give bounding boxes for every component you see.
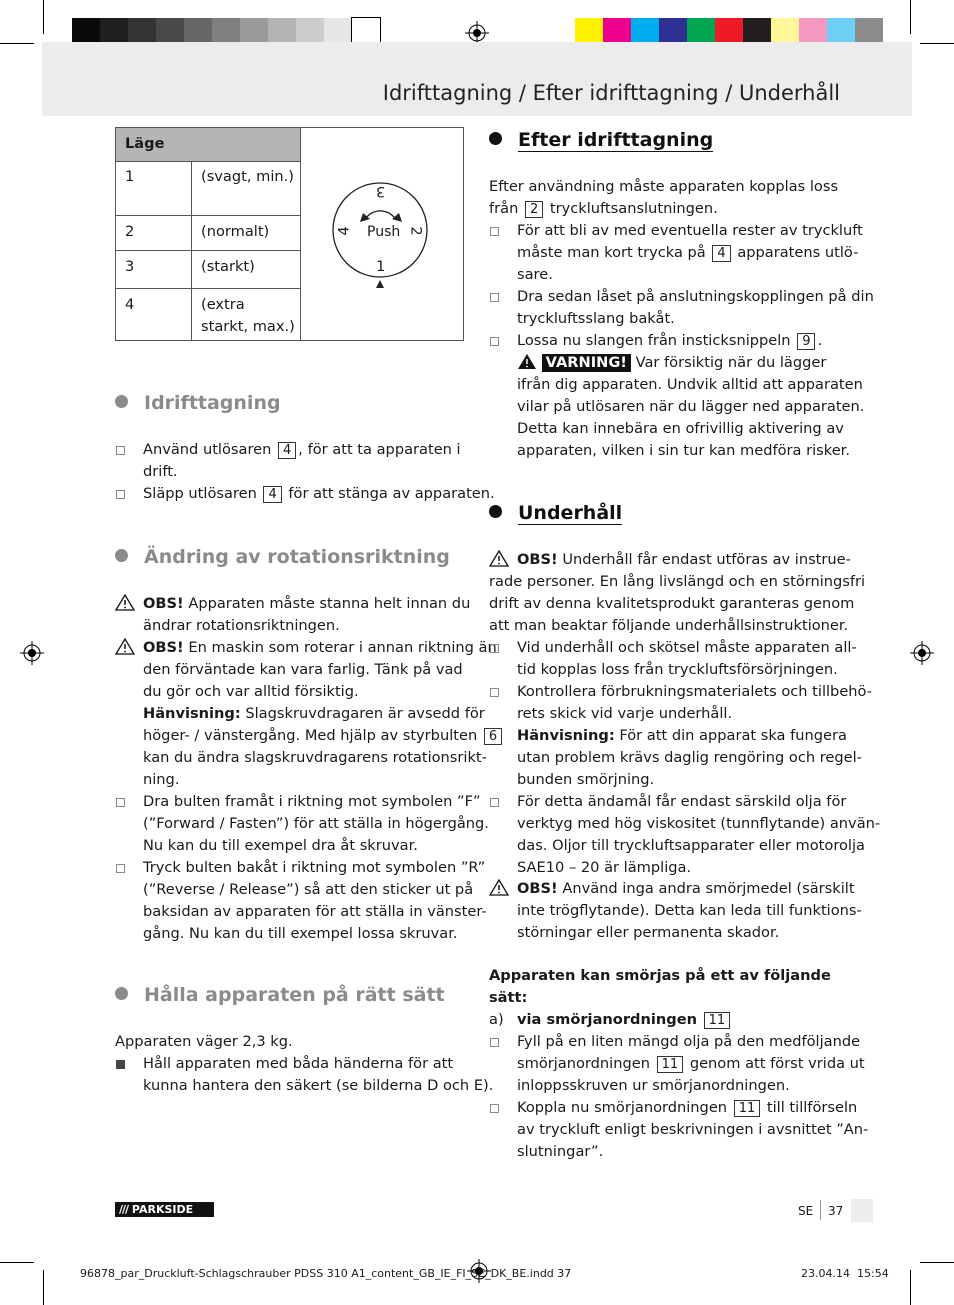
list-item-cont: gång. Nu kan du till exempel lossa skruvar. — [143, 925, 458, 942]
list-item-cont: sare. — [517, 266, 553, 283]
obs-note-cont: du gör och var alltid försiktig. — [143, 683, 359, 700]
list-item-cont: smörjanordningen 11 genom att först vrida ut — [517, 1055, 865, 1072]
table-cell: (svagt, min.) — [201, 168, 294, 185]
page-title: Idrifttagning / Efter idrifttagning / Underhåll — [382, 81, 840, 105]
hint-note: Hänvisning: För att din apparat ska fungera — [517, 727, 847, 744]
list-item: Tryck bulten bakåt i riktning mot symbolen ”R” — [143, 859, 486, 876]
list-item-cont: baksidan av apparaten för att ställa in vänster- — [143, 903, 487, 920]
warning-note-cont: apparaten, vilken i sin tur kan medföra risker. — [517, 442, 850, 459]
crop-mark — [910, 0, 911, 34]
table-cell: 2 — [125, 223, 135, 240]
dial-label: Push — [367, 224, 401, 240]
bullet-icon — [116, 798, 125, 807]
hint-note-cont: ning. — [143, 771, 180, 788]
list-item-cont: måste man kort trycka på 4 apparatens utlö- — [517, 244, 859, 261]
list-item-cont: drift. — [143, 463, 178, 480]
crop-mark — [920, 1262, 954, 1263]
hint-note-cont: höger- / vänstergång. Med hjälp av styrbulten 6 — [143, 725, 504, 747]
dial-number: 3 — [376, 183, 386, 200]
file-info: 96878_par_Druckluft-Schlagschrauber PDSS 310 A1_content_GB_IE_FI_SE_DK_BE.indd 37 — [80, 1267, 572, 1280]
list-item-cont: inloppsskruven ur smörjanordningen. — [517, 1077, 790, 1094]
obs-note-cont: inte trögflytande). Detta kan leda till funktions- — [517, 902, 862, 919]
obs-note-cont: drift av denna kvalitetsprodukt garanteras genom — [489, 595, 855, 612]
list-item-cont: tid kopplas loss från tryckluftsförsörjningen. — [517, 661, 838, 678]
paragraph: Apparaten väger 2,3 kg. — [115, 1033, 293, 1050]
list-item: Vid underhåll och skötsel måste apparaten all- — [517, 639, 857, 656]
list-item: Använd utlösaren 4 , för att ta apparaten i — [143, 441, 461, 458]
list-item-cont: slutningar”. — [517, 1143, 604, 1160]
warning-note-cont: Detta kan innebära en ofrivillig aktivering av — [517, 420, 844, 437]
section-heading: Hålla apparaten på rätt sätt — [115, 984, 445, 1006]
list-item: Släpp utlösaren 4 för att stänga av apparaten. — [143, 485, 495, 502]
subheading-cont: sätt: — [489, 989, 528, 1006]
dial-number: 1 — [376, 258, 386, 275]
obs-note-cont: att man beaktar följande underhållsinstruktioner. — [489, 617, 849, 634]
warning-icon — [517, 353, 537, 370]
crop-mark — [920, 43, 954, 44]
hint-note-cont: kan du ändra slagskruvdragarens rotationsrikt- — [143, 749, 487, 766]
warning-note-cont: ifrån dig apparaten. Undvik alltid att apparaten — [517, 376, 863, 393]
section-heading: Efter idrifttagning — [489, 129, 713, 151]
bullet-icon — [490, 293, 499, 302]
obs-note-cont: ändrar rotationsriktningen. — [143, 617, 340, 634]
list-option: via smörjanordningen 11 — [517, 1009, 732, 1031]
bullet-icon — [116, 446, 125, 455]
crop-mark — [43, 0, 44, 34]
bullet-icon — [490, 1104, 499, 1113]
list-label: a) — [489, 1011, 504, 1028]
file-date: 23.04.14 — [801, 1267, 850, 1280]
bullet-icon — [490, 688, 499, 697]
section-heading: Ändring av rotationsriktning — [115, 546, 450, 568]
warning-icon — [115, 638, 135, 655]
list-item-cont: rets skick vid varje underhåll. — [517, 705, 733, 722]
list-item-cont: das. Oljor till tryckluftsapparater eller motorolja — [517, 837, 865, 854]
warning-note-cont: vilar på utlösaren när du lägger ned apparaten. — [517, 398, 865, 415]
warning-note: VARNING! Var försiktig när du lägger — [517, 352, 826, 374]
list-item-cont: (”Reverse / Release”) så att den sticker ut på — [143, 881, 474, 898]
warning-icon — [489, 879, 509, 896]
page-number: 37 — [828, 1204, 844, 1218]
table-cell: 4 — [125, 296, 135, 313]
list-item-cont: Nu kan du till exempel dra åt skruvar. — [143, 837, 418, 854]
table-cell: (extra starkt, max.) — [201, 296, 295, 335]
intensity-table — [115, 127, 464, 341]
section-heading: Idrifttagning — [115, 392, 281, 414]
dial-number: 4 — [335, 226, 353, 236]
list-item: Håll apparaten med båda händerna för att — [143, 1055, 454, 1072]
list-item-cont: verktyg med hög viskositet (tunnflytande) använ- — [517, 815, 881, 832]
paragraph: från 2 tryckluftsanslutningen. — [489, 200, 718, 217]
obs-note-cont: den förväntade kan vara farlig. Tänk på vad — [143, 661, 463, 678]
obs-note: OBS! Underhåll får endast utföras av instrue- — [517, 551, 851, 568]
table-cell: (starkt) — [201, 258, 255, 275]
crop-mark — [910, 1270, 911, 1305]
bullet-icon — [116, 864, 125, 873]
list-item: Kontrollera förbrukningsmaterialets och tillbehö- — [517, 683, 873, 700]
bullet-icon — [490, 1038, 499, 1047]
language-code: SE — [798, 1204, 814, 1218]
registration-mark-icon — [910, 641, 934, 665]
obs-note: OBS! Använd inga andra smörjmedel (särskilt — [517, 880, 855, 897]
list-item-cont: SAE10 – 20 är lämpliga. — [517, 859, 692, 876]
warning-icon — [115, 594, 135, 611]
registration-mark-icon — [20, 641, 44, 665]
warning-icon — [489, 550, 509, 567]
brand-logo: /// PARKSIDE — [115, 1202, 214, 1217]
list-item-cont: tryckluftsslang bakåt. — [517, 310, 675, 327]
list-item: Fyll på en liten mängd olja på den medföljande — [517, 1033, 861, 1050]
obs-note-cont: rade personer. En lång livslängd och en störningsfri — [489, 573, 866, 590]
list-item-cont: kunna hantera den säkert (se bilderna D och E). — [143, 1077, 494, 1094]
table-cell: 1 — [125, 168, 135, 185]
list-item: Dra sedan låset på anslutningskopplingen på din — [517, 288, 874, 305]
page-tab — [851, 1199, 873, 1222]
list-item: För att bli av med eventuella rester av tryckluft — [517, 222, 863, 239]
divider — [820, 1200, 821, 1220]
obs-note: OBS! Apparaten måste stanna helt innan du — [143, 595, 471, 612]
bullet-icon — [116, 1060, 125, 1069]
obs-note: OBS! En maskin som roterar i annan riktning än — [143, 639, 497, 656]
list-item: För detta ändamål får endast särskild olja för — [517, 793, 847, 810]
file-time: 15:54 — [857, 1267, 889, 1280]
section-heading: Underhåll — [489, 502, 622, 524]
dial-number: 2 — [407, 226, 425, 236]
hint-note: Hänvisning: Slagskruvdragaren är avsedd för — [143, 705, 485, 722]
list-item-cont: (”Forward / Fasten”) för att ställa in högergång. — [143, 815, 489, 832]
list-item: Koppla nu smörjanordningen 11 till tillförseln — [517, 1099, 858, 1116]
table-cell: (normalt) — [201, 223, 270, 240]
hint-note-cont: bunden smörjning. — [517, 771, 655, 788]
crop-mark — [43, 1270, 44, 1305]
crop-mark — [0, 1262, 34, 1263]
bullet-icon — [490, 644, 499, 653]
table-header-label: Läge — [125, 135, 165, 152]
list-item: Dra bulten framåt i riktning mot symbolen ”F” — [143, 793, 481, 810]
paragraph: Efter användning måste apparaten kopplas loss — [489, 178, 839, 195]
crop-mark — [0, 43, 34, 44]
list-item: Lossa nu slangen från insticksnippeln 9 . — [517, 332, 823, 349]
bullet-icon — [116, 490, 125, 499]
bullet-icon — [490, 337, 499, 346]
table-cell: 3 — [125, 258, 135, 275]
bullet-icon — [490, 227, 499, 236]
subheading: Apparaten kan smörjas på ett av följande — [489, 967, 831, 984]
bullet-icon — [490, 798, 499, 807]
list-item-cont: av tryckluft enligt beskrivningen i avsnittet ”An- — [517, 1121, 869, 1138]
obs-note-cont: störningar eller permanenta skador. — [517, 924, 780, 941]
hint-note-cont: utan problem krävs daglig rengöring och regel- — [517, 749, 862, 766]
